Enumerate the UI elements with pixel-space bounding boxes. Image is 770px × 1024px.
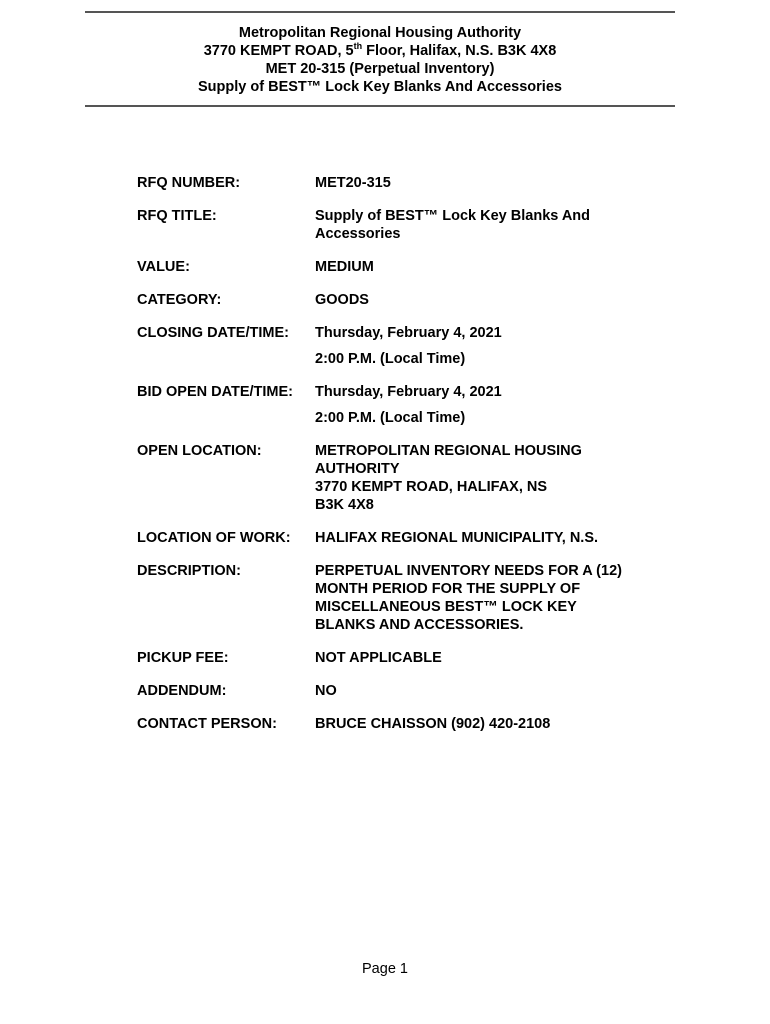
field-pickup-fee: [137, 649, 637, 667]
field-value: GOODS: [315, 292, 369, 308]
field-bid-open-datetime: [137, 383, 637, 427]
bid-open-date: Thursday, February 4, 2021: [315, 384, 502, 400]
field-value: NOT APPLICABLE: [315, 650, 442, 666]
field-location-of-work: [137, 529, 637, 547]
field-value: Supply of BEST™ Lock Key Blanks And Accessories: [315, 208, 591, 242]
org-name: Metropolitan Regional Housing Authority: [238, 25, 522, 41]
field-label: PICKUP FEE:: [137, 650, 229, 666]
field-value: PERPETUAL INVENTORY NEEDS FOR A (12) MONTH PERIOD FOR THE SUPPLY OF MISCELLANEOUS BEST™ LOCK KEY BLANKS AND ACCESSORIES.: [315, 563, 622, 633]
field-description: [137, 562, 637, 634]
field-closing-datetime: [137, 324, 637, 368]
document-header: [85, 24, 675, 96]
open-location-line: B3K 4X8: [315, 497, 374, 513]
address-part: Floor, Halifax, N.S. B3K 4X8: [362, 43, 557, 59]
field-label: RFQ NUMBER:: [137, 175, 241, 191]
header-bottom-rule: [85, 105, 675, 107]
field-value: HALIFAX REGIONAL MUNICIPALITY, N.S.: [315, 530, 599, 546]
field-value: MET20-315: [315, 175, 391, 191]
field-value-class: [137, 258, 637, 276]
field-category: [137, 291, 637, 309]
field-open-location: [137, 442, 637, 514]
field-label: LOCATION OF WORK:: [137, 530, 291, 546]
field-value: MEDIUM: [315, 259, 374, 275]
field-value: [315, 383, 635, 427]
rfq-reference-line: MET 20-315 (Perpetual Inventory): [265, 61, 495, 77]
field-label: RFQ TITLE:: [137, 208, 217, 224]
field-label: CONTACT PERSON:: [137, 716, 277, 732]
field-label: DESCRIPTION:: [137, 563, 241, 579]
field-label: VALUE:: [137, 259, 190, 275]
field-label: CATEGORY:: [137, 292, 222, 308]
field-rfq-number: [137, 174, 637, 192]
field-value: [315, 324, 635, 368]
closing-time: 2:00 P.M. (Local Time): [315, 351, 466, 367]
bid-open-time: 2:00 P.M. (Local Time): [315, 410, 466, 426]
address-superscript: th: [353, 41, 363, 52]
page-number: Page 1: [362, 961, 408, 977]
field-value: [315, 442, 615, 514]
closing-date: Thursday, February 4, 2021: [315, 325, 502, 341]
address-part: 3770 KEMPT ROAD, 5: [203, 43, 354, 59]
field-label: CLOSING DATE/TIME:: [137, 325, 289, 341]
field-contact-person: [137, 715, 637, 733]
field-label: BID OPEN DATE/TIME:: [137, 384, 294, 400]
header-top-rule: [85, 11, 675, 13]
open-location-line: 3770 KEMPT ROAD, HALIFAX, NS: [315, 479, 548, 495]
field-label: OPEN LOCATION:: [137, 443, 262, 459]
field-rfq-title: [137, 207, 637, 243]
field-value: BRUCE CHAISSON (902) 420-2108: [315, 716, 551, 732]
org-address: [85, 42, 675, 60]
rfq-fields: [137, 174, 637, 748]
field-addendum: [137, 682, 637, 700]
field-value: NO: [315, 683, 337, 699]
rfq-title-line: Supply of BEST™ Lock Key Blanks And Accessories: [198, 79, 562, 95]
open-location-line: METROPOLITAN REGIONAL HOUSING AUTHORITY: [315, 443, 582, 477]
field-label: ADDENDUM:: [137, 683, 227, 699]
